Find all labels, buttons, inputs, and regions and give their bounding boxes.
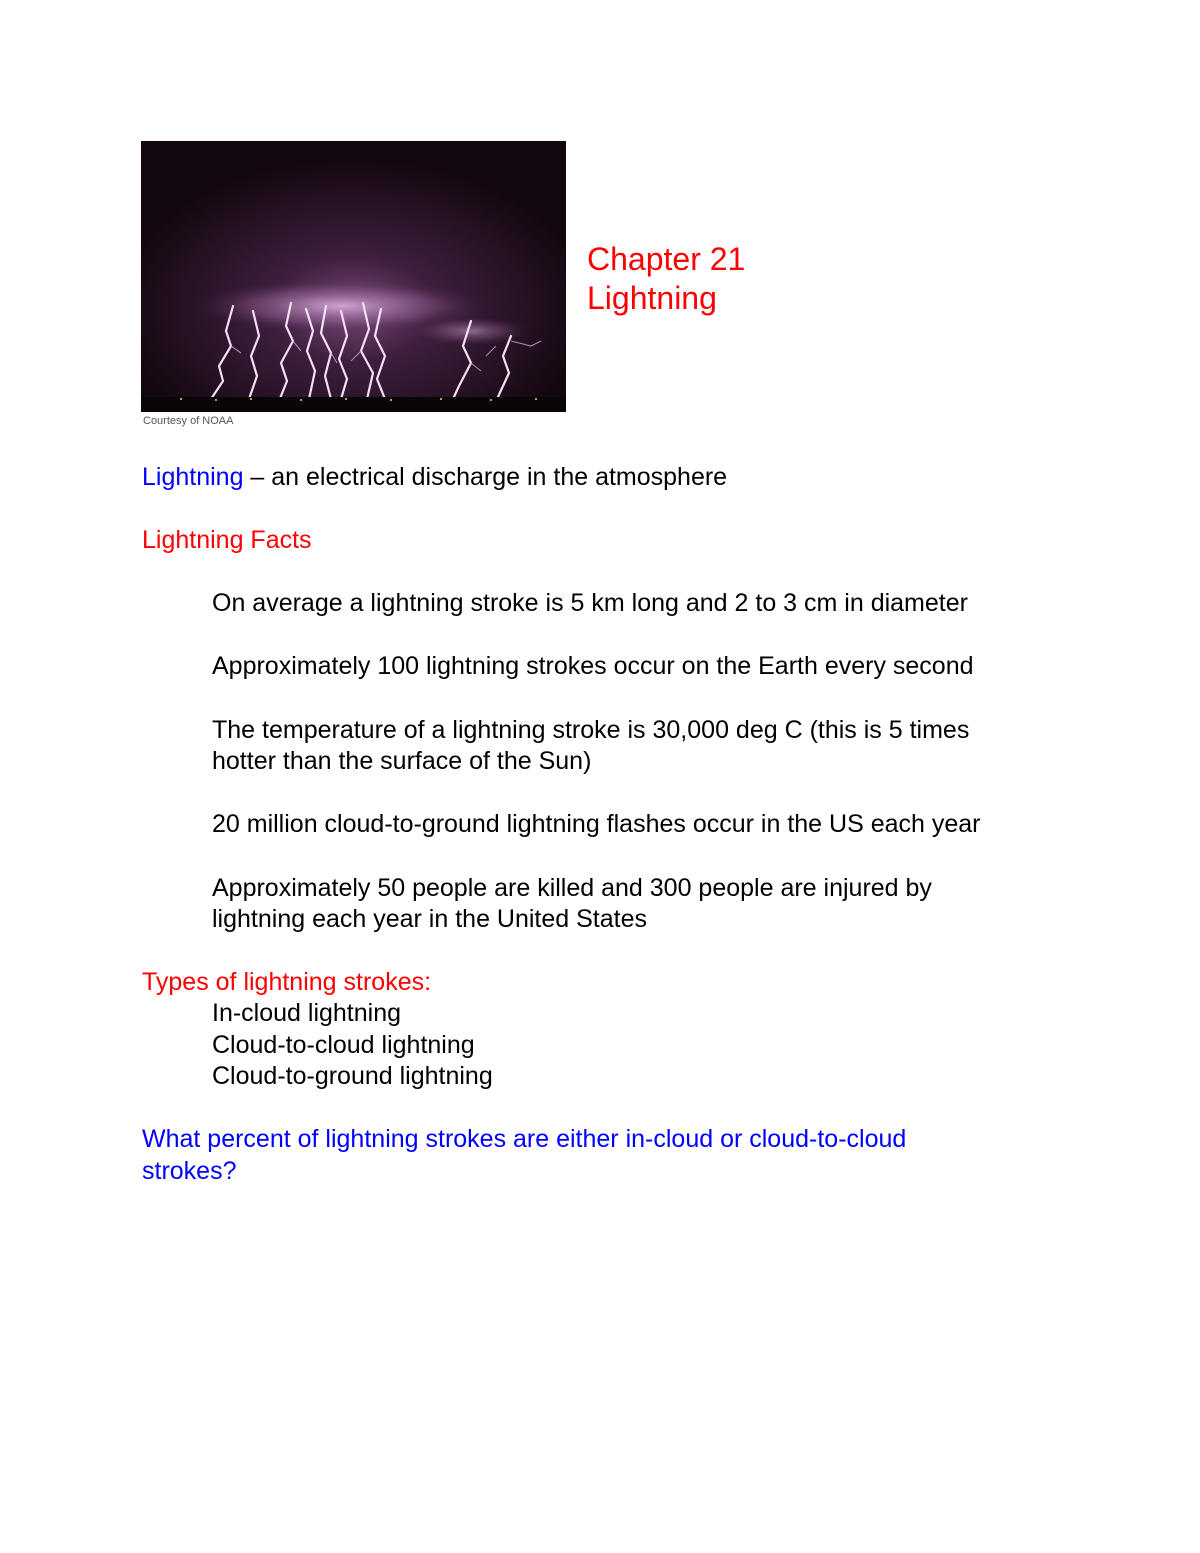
question-continuation: strokes? — [142, 1157, 237, 1185]
definition — [142, 461, 727, 493]
lightning-photo — [141, 141, 566, 412]
fact-item: On average a lightning stroke is 5 km long and 2 to 3 cm in diameter — [212, 589, 968, 617]
definition-text: – an electrical discharge in the atmosphere — [243, 463, 728, 491]
type-item: In-cloud lightning — [212, 999, 402, 1027]
fact-item-continuation: lightning each year in the United States — [212, 905, 647, 933]
fact-item-continuation: hotter than the surface of the Sun) — [212, 747, 592, 775]
chapter-number: Chapter 21 — [587, 241, 746, 277]
chapter-title — [587, 240, 745, 318]
types-heading: Types of lightning strokes: — [142, 968, 432, 996]
facts-heading: Lightning Facts — [142, 526, 312, 554]
type-item: Cloud-to-cloud lightning — [212, 1031, 475, 1059]
fact-item: Approximately 100 lightning strokes occur on the Earth every second — [212, 652, 974, 680]
type-item: Cloud-to-ground lightning — [212, 1062, 493, 1090]
question: What percent of lightning strokes are either in-cloud or cloud-to-cloud — [142, 1125, 907, 1153]
chapter-topic: Lightning — [587, 280, 717, 316]
definition-term: Lightning — [142, 463, 244, 491]
photo-credit: Courtesy of NOAA — [143, 415, 234, 427]
fact-item: Approximately 50 people are killed and 300 people are injured by — [212, 874, 932, 902]
fact-item: 20 million cloud-to-ground lightning flashes occur in the US each year — [212, 810, 981, 838]
fact-item: The temperature of a lightning stroke is 30,000 deg C (this is 5 times — [212, 716, 970, 744]
